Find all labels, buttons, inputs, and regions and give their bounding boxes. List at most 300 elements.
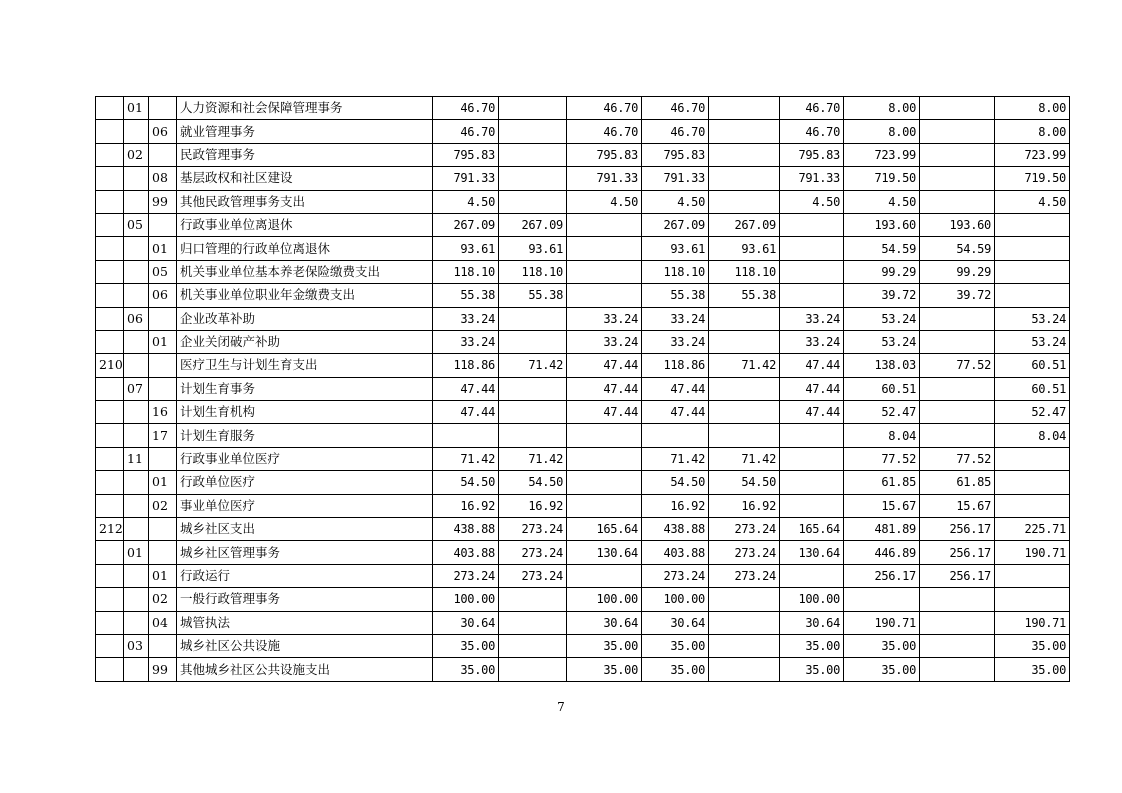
item-code-cell: 99 <box>149 190 177 213</box>
amount-cell: 35.00 <box>844 634 920 657</box>
amount-cell: 723.99 <box>844 143 920 166</box>
amount-cell: 8.00 <box>995 97 1070 120</box>
amount-cell <box>499 167 567 190</box>
class-code-cell <box>96 167 124 190</box>
amount-cell: 35.00 <box>780 658 844 681</box>
section-code-cell: 01 <box>124 97 149 120</box>
amount-cell: 165.64 <box>567 518 642 541</box>
section-code-cell <box>124 494 149 517</box>
table-body <box>96 97 1070 682</box>
amount-cell <box>567 260 642 283</box>
amount-cell: 35.00 <box>995 634 1070 657</box>
amount-cell: 30.64 <box>567 611 642 634</box>
budget-expenditure-table <box>95 96 1070 682</box>
amount-cell: 47.44 <box>567 354 642 377</box>
amount-cell <box>920 611 995 634</box>
item-code-cell: 01 <box>149 564 177 587</box>
table-row <box>96 471 1070 494</box>
amount-cell <box>499 307 567 330</box>
amount-cell: 61.85 <box>844 471 920 494</box>
subject-name-cell: 其他城乡社区公共设施支出 <box>177 658 433 681</box>
amount-cell: 4.50 <box>995 190 1070 213</box>
section-code-cell: 02 <box>124 143 149 166</box>
amount-cell <box>642 424 709 447</box>
section-code-cell: 07 <box>124 377 149 400</box>
amount-cell: 33.24 <box>642 307 709 330</box>
amount-cell: 54.50 <box>709 471 780 494</box>
subject-name-cell: 计划生育机构 <box>177 401 433 424</box>
class-code-cell <box>96 564 124 587</box>
amount-cell: 55.38 <box>433 284 499 307</box>
subject-name-cell: 归口管理的行政单位离退休 <box>177 237 433 260</box>
item-code-cell <box>149 354 177 377</box>
amount-cell: 791.33 <box>642 167 709 190</box>
table-row <box>96 611 1070 634</box>
item-code-cell: 99 <box>149 658 177 681</box>
item-code-cell: 02 <box>149 494 177 517</box>
amount-cell <box>567 447 642 470</box>
amount-cell <box>920 190 995 213</box>
amount-cell: 267.09 <box>709 213 780 236</box>
amount-cell: 30.64 <box>433 611 499 634</box>
class-code-cell <box>96 120 124 143</box>
amount-cell: 39.72 <box>920 284 995 307</box>
amount-cell: 193.60 <box>920 213 995 236</box>
section-code-cell <box>124 564 149 587</box>
amount-cell <box>433 424 499 447</box>
subject-name-cell: 机关事业单位职业年金缴费支出 <box>177 284 433 307</box>
amount-cell <box>567 471 642 494</box>
amount-cell: 8.04 <box>844 424 920 447</box>
amount-cell: 4.50 <box>844 190 920 213</box>
amount-cell: 100.00 <box>433 588 499 611</box>
amount-cell <box>995 284 1070 307</box>
amount-cell <box>567 284 642 307</box>
amount-cell: 53.24 <box>844 307 920 330</box>
item-code-cell: 01 <box>149 471 177 494</box>
table-row <box>96 120 1070 143</box>
amount-cell <box>920 307 995 330</box>
amount-cell: 791.33 <box>780 167 844 190</box>
amount-cell: 35.00 <box>642 658 709 681</box>
item-code-cell <box>149 541 177 564</box>
amount-cell: 71.42 <box>433 447 499 470</box>
amount-cell <box>567 213 642 236</box>
class-code-cell <box>96 611 124 634</box>
amount-cell <box>709 424 780 447</box>
amount-cell: 77.52 <box>920 447 995 470</box>
amount-cell: 723.99 <box>995 143 1070 166</box>
section-code-cell: 01 <box>124 541 149 564</box>
amount-cell: 77.52 <box>844 447 920 470</box>
amount-cell: 165.64 <box>780 518 844 541</box>
amount-cell: 8.00 <box>844 120 920 143</box>
amount-cell: 138.03 <box>844 354 920 377</box>
item-code-cell: 06 <box>149 284 177 307</box>
section-code-cell <box>124 120 149 143</box>
amount-cell: 35.00 <box>642 634 709 657</box>
table-row <box>96 588 1070 611</box>
subject-name-cell: 人力资源和社会保障管理事务 <box>177 97 433 120</box>
amount-cell: 54.59 <box>844 237 920 260</box>
amount-cell: 100.00 <box>642 588 709 611</box>
item-code-cell <box>149 307 177 330</box>
amount-cell: 60.51 <box>995 354 1070 377</box>
amount-cell: 267.09 <box>499 213 567 236</box>
amount-cell: 47.44 <box>642 401 709 424</box>
amount-cell <box>920 330 995 353</box>
section-code-cell <box>124 284 149 307</box>
section-code-cell <box>124 658 149 681</box>
table-row <box>96 143 1070 166</box>
amount-cell: 99.29 <box>920 260 995 283</box>
amount-cell: 100.00 <box>780 588 844 611</box>
amount-cell <box>499 97 567 120</box>
amount-cell <box>995 237 1070 260</box>
item-code-cell <box>149 518 177 541</box>
item-code-cell <box>149 634 177 657</box>
amount-cell: 60.51 <box>995 377 1070 400</box>
subject-name-cell: 民政管理事务 <box>177 143 433 166</box>
table-row <box>96 260 1070 283</box>
amount-cell: 795.83 <box>567 143 642 166</box>
class-code-cell <box>96 634 124 657</box>
amount-cell: 71.42 <box>709 354 780 377</box>
amount-cell: 46.70 <box>780 120 844 143</box>
amount-cell: 55.38 <box>499 284 567 307</box>
amount-cell: 4.50 <box>433 190 499 213</box>
amount-cell <box>709 190 780 213</box>
amount-cell: 267.09 <box>433 213 499 236</box>
table-row <box>96 424 1070 447</box>
table-row <box>96 190 1070 213</box>
amount-cell <box>995 213 1070 236</box>
amount-cell: 35.00 <box>567 634 642 657</box>
table-row <box>96 634 1070 657</box>
amount-cell: 438.88 <box>642 518 709 541</box>
amount-cell: 273.24 <box>709 564 780 587</box>
amount-cell <box>780 213 844 236</box>
section-code-cell <box>124 167 149 190</box>
amount-cell: 39.72 <box>844 284 920 307</box>
class-code-cell <box>96 541 124 564</box>
amount-cell: 118.10 <box>499 260 567 283</box>
amount-cell: 53.24 <box>995 330 1070 353</box>
amount-cell <box>920 424 995 447</box>
subject-name-cell: 基层政权和社区建设 <box>177 167 433 190</box>
item-code-cell: 01 <box>149 330 177 353</box>
amount-cell: 16.92 <box>433 494 499 517</box>
section-code-cell <box>124 588 149 611</box>
section-code-cell: 06 <box>124 307 149 330</box>
amount-cell: 93.61 <box>642 237 709 260</box>
item-code-cell <box>149 447 177 470</box>
amount-cell: 53.24 <box>995 307 1070 330</box>
amount-cell: 256.17 <box>920 518 995 541</box>
amount-cell: 33.24 <box>567 307 642 330</box>
amount-cell: 8.00 <box>995 120 1070 143</box>
class-code-cell <box>96 330 124 353</box>
amount-cell: 193.60 <box>844 213 920 236</box>
subject-name-cell: 行政运行 <box>177 564 433 587</box>
amount-cell <box>920 167 995 190</box>
amount-cell: 16.92 <box>709 494 780 517</box>
amount-cell <box>920 143 995 166</box>
amount-cell: 54.50 <box>433 471 499 494</box>
amount-cell <box>709 658 780 681</box>
amount-cell: 256.17 <box>920 564 995 587</box>
subject-name-cell: 企业改革补助 <box>177 307 433 330</box>
class-code-cell <box>96 260 124 283</box>
amount-cell: 52.47 <box>844 401 920 424</box>
item-code-cell: 05 <box>149 260 177 283</box>
table-row <box>96 377 1070 400</box>
item-code-cell: 04 <box>149 611 177 634</box>
item-code-cell <box>149 377 177 400</box>
amount-cell: 273.24 <box>499 564 567 587</box>
amount-cell <box>995 447 1070 470</box>
subject-name-cell: 城乡社区管理事务 <box>177 541 433 564</box>
section-code-cell <box>124 330 149 353</box>
amount-cell <box>920 634 995 657</box>
amount-cell: 61.85 <box>920 471 995 494</box>
subject-name-cell: 机关事业单位基本养老保险缴费支出 <box>177 260 433 283</box>
subject-name-cell: 企业关闭破产补助 <box>177 330 433 353</box>
amount-cell <box>709 307 780 330</box>
amount-cell: 30.64 <box>780 611 844 634</box>
table-row <box>96 541 1070 564</box>
amount-cell <box>995 260 1070 283</box>
amount-cell <box>499 611 567 634</box>
amount-cell <box>920 401 995 424</box>
table-row <box>96 564 1070 587</box>
amount-cell: 795.83 <box>642 143 709 166</box>
amount-cell: 16.92 <box>499 494 567 517</box>
item-code-cell: 01 <box>149 237 177 260</box>
amount-cell <box>499 401 567 424</box>
amount-cell <box>709 97 780 120</box>
class-code-cell <box>96 588 124 611</box>
amount-cell: 47.44 <box>780 377 844 400</box>
amount-cell: 93.61 <box>433 237 499 260</box>
amount-cell <box>995 494 1070 517</box>
table-row <box>96 494 1070 517</box>
item-code-cell: 17 <box>149 424 177 447</box>
section-code-cell <box>124 471 149 494</box>
class-code-cell <box>96 143 124 166</box>
amount-cell: 438.88 <box>433 518 499 541</box>
amount-cell: 273.24 <box>499 541 567 564</box>
amount-cell <box>920 377 995 400</box>
amount-cell: 35.00 <box>995 658 1070 681</box>
amount-cell: 54.50 <box>642 471 709 494</box>
amount-cell <box>920 588 995 611</box>
class-code-cell <box>96 97 124 120</box>
amount-cell: 795.83 <box>433 143 499 166</box>
class-code-cell <box>96 494 124 517</box>
amount-cell <box>920 658 995 681</box>
amount-cell <box>709 588 780 611</box>
item-code-cell <box>149 213 177 236</box>
amount-cell: 47.44 <box>642 377 709 400</box>
amount-cell <box>709 330 780 353</box>
subject-name-cell: 行政事业单位医疗 <box>177 447 433 470</box>
section-code-cell <box>124 237 149 260</box>
amount-cell: 256.17 <box>920 541 995 564</box>
amount-cell: 47.44 <box>567 377 642 400</box>
amount-cell <box>920 97 995 120</box>
amount-cell: 791.33 <box>567 167 642 190</box>
item-code-cell: 08 <box>149 167 177 190</box>
amount-cell <box>780 260 844 283</box>
amount-cell: 47.44 <box>433 401 499 424</box>
amount-cell <box>844 588 920 611</box>
amount-cell: 719.50 <box>844 167 920 190</box>
subject-name-cell: 事业单位医疗 <box>177 494 433 517</box>
amount-cell: 46.70 <box>642 97 709 120</box>
class-code-cell: 210 <box>96 354 124 377</box>
amount-cell: 33.24 <box>642 330 709 353</box>
amount-cell: 71.42 <box>499 354 567 377</box>
amount-cell: 46.70 <box>433 120 499 143</box>
amount-cell: 273.24 <box>433 564 499 587</box>
amount-cell: 791.33 <box>433 167 499 190</box>
amount-cell: 71.42 <box>499 447 567 470</box>
amount-cell <box>499 190 567 213</box>
table-row <box>96 447 1070 470</box>
amount-cell: 446.89 <box>844 541 920 564</box>
section-code-cell: 03 <box>124 634 149 657</box>
amount-cell <box>499 143 567 166</box>
subject-name-cell: 计划生育服务 <box>177 424 433 447</box>
page-number: 7 <box>557 700 565 714</box>
table-row <box>96 518 1070 541</box>
amount-cell: 273.24 <box>709 541 780 564</box>
item-code-cell <box>149 143 177 166</box>
amount-cell <box>499 658 567 681</box>
amount-cell <box>499 588 567 611</box>
class-code-cell <box>96 237 124 260</box>
subject-name-cell: 其他民政管理事务支出 <box>177 190 433 213</box>
amount-cell <box>780 424 844 447</box>
amount-cell: 273.24 <box>642 564 709 587</box>
amount-cell: 33.24 <box>567 330 642 353</box>
amount-cell: 54.59 <box>920 237 995 260</box>
amount-cell: 273.24 <box>709 518 780 541</box>
amount-cell: 47.44 <box>567 401 642 424</box>
amount-cell <box>995 564 1070 587</box>
subject-name-cell: 就业管理事务 <box>177 120 433 143</box>
amount-cell: 35.00 <box>780 634 844 657</box>
amount-cell: 795.83 <box>780 143 844 166</box>
amount-cell: 46.70 <box>433 97 499 120</box>
amount-cell: 33.24 <box>780 330 844 353</box>
table-row <box>96 330 1070 353</box>
table-row <box>96 167 1070 190</box>
item-code-cell: 16 <box>149 401 177 424</box>
amount-cell: 8.04 <box>995 424 1070 447</box>
amount-cell: 60.51 <box>844 377 920 400</box>
item-code-cell: 02 <box>149 588 177 611</box>
subject-name-cell: 行政单位医疗 <box>177 471 433 494</box>
subject-name-cell: 医疗卫生与计划生育支出 <box>177 354 433 377</box>
amount-cell: 225.71 <box>995 518 1070 541</box>
amount-cell <box>567 564 642 587</box>
class-code-cell <box>96 658 124 681</box>
amount-cell: 16.92 <box>642 494 709 517</box>
section-code-cell <box>124 611 149 634</box>
amount-cell <box>780 237 844 260</box>
amount-cell <box>780 284 844 307</box>
amount-cell: 15.67 <box>920 494 995 517</box>
amount-cell: 33.24 <box>433 330 499 353</box>
amount-cell <box>499 424 567 447</box>
amount-cell: 52.47 <box>995 401 1070 424</box>
amount-cell <box>780 494 844 517</box>
amount-cell <box>709 143 780 166</box>
amount-cell <box>780 471 844 494</box>
amount-cell: 719.50 <box>995 167 1070 190</box>
amount-cell: 47.44 <box>433 377 499 400</box>
amount-cell: 71.42 <box>709 447 780 470</box>
amount-cell <box>499 634 567 657</box>
amount-cell: 33.24 <box>433 307 499 330</box>
class-code-cell <box>96 424 124 447</box>
amount-cell <box>995 588 1070 611</box>
section-code-cell <box>124 190 149 213</box>
amount-cell: 55.38 <box>709 284 780 307</box>
class-code-cell: 212 <box>96 518 124 541</box>
amount-cell: 118.10 <box>709 260 780 283</box>
table-row <box>96 97 1070 120</box>
amount-cell: 273.24 <box>499 518 567 541</box>
amount-cell: 55.38 <box>642 284 709 307</box>
amount-cell <box>709 377 780 400</box>
amount-cell: 190.71 <box>844 611 920 634</box>
section-code-cell <box>124 401 149 424</box>
amount-cell: 4.50 <box>780 190 844 213</box>
amount-cell: 403.88 <box>642 541 709 564</box>
amount-cell: 46.70 <box>567 120 642 143</box>
amount-cell: 190.71 <box>995 541 1070 564</box>
amount-cell: 118.86 <box>642 354 709 377</box>
amount-cell: 190.71 <box>995 611 1070 634</box>
amount-cell <box>709 634 780 657</box>
amount-cell: 100.00 <box>567 588 642 611</box>
amount-cell: 35.00 <box>844 658 920 681</box>
amount-cell: 93.61 <box>709 237 780 260</box>
amount-cell <box>499 330 567 353</box>
subject-name-cell: 一般行政管理事务 <box>177 588 433 611</box>
amount-cell <box>709 167 780 190</box>
class-code-cell <box>96 447 124 470</box>
subject-name-cell: 行政事业单位离退休 <box>177 213 433 236</box>
amount-cell: 33.24 <box>780 307 844 330</box>
amount-cell <box>709 120 780 143</box>
table-row <box>96 237 1070 260</box>
amount-cell: 46.70 <box>642 120 709 143</box>
amount-cell: 46.70 <box>567 97 642 120</box>
table-row <box>96 401 1070 424</box>
amount-cell: 47.44 <box>780 354 844 377</box>
class-code-cell <box>96 377 124 400</box>
section-code-cell <box>124 260 149 283</box>
amount-cell: 4.50 <box>642 190 709 213</box>
amount-cell: 481.89 <box>844 518 920 541</box>
amount-cell: 53.24 <box>844 330 920 353</box>
amount-cell: 93.61 <box>499 237 567 260</box>
class-code-cell <box>96 284 124 307</box>
